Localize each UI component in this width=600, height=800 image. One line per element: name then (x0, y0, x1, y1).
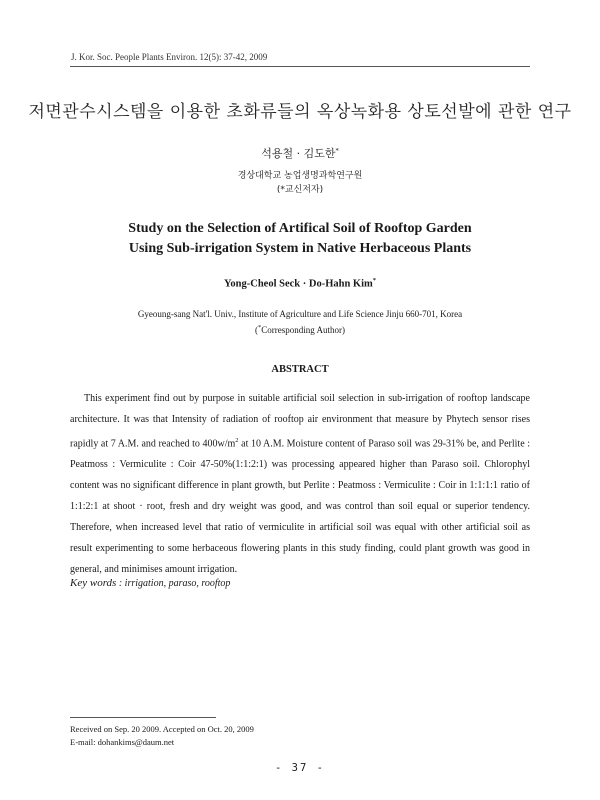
english-authors (0, 277, 600, 290)
header-divider (70, 66, 530, 67)
journal-reference: J. Kor. Soc. People Plants Environ. 12(5): 37-42, 2009 (71, 52, 268, 62)
keywords-value: : irrigation, paraso, rooftop (116, 578, 231, 589)
footnote-email: E-mail: dohankims@daum.net (70, 737, 175, 747)
english-affiliation-block (0, 307, 600, 337)
abstract-text-part-1: This experiment find out by purpose in suitable artificial soil selection in sub-irrigation of rooftop landscape architecture. It was that Intensity of radiation of rooftop air environment that measure by Phytech sensor rises rapidly at 7 A.M. and reached to 400w/m (70, 393, 530, 450)
english-title-line-2: Using Sub-irrigation System in Native Herbaceous Plants (128, 241, 472, 256)
abstract-heading: ABSTRACT (271, 364, 329, 375)
korean-corresponding-mark: * (335, 146, 339, 155)
abstract-paragraph (70, 388, 530, 580)
korean-affiliation: 경상대학교 농업생명과학연구원 (237, 171, 363, 181)
english-affiliation: Gyeoung-sang Nat'l. Univ., Institute of Agriculture and Life Science Jinju 660-701, Korea (137, 309, 463, 319)
abstract-superscript: 2 (235, 437, 239, 444)
english-corresponding-note (0, 321, 600, 337)
korean-title: 저면관수시스템을 이용한 초화류들의 옥상녹화용 상토선발에 관한 연구 (28, 102, 572, 122)
abstract-body (70, 388, 530, 580)
footnote-received: Received on Sep. 20 2009. Accepted on Oct. 20, 2009 (70, 724, 254, 734)
english-corresponding-text: Corresponding Author) (261, 325, 345, 335)
page-number: - 37 - (275, 762, 325, 774)
keywords (70, 577, 230, 589)
abstract-text-part-2: at 10 A.M. Moisture content of Paraso soil was 29-31% be, and Perlite : Peatmoss : Vermiculite : Coir 47-50%(1:1:2:1) was processing appeared higher than Paraso soil. Chlorophyl content was no significant difference in plant growth, but Perlite : Peatmoss : Vermiculite : Coir in 1:1:1:1 ratio of 1:1:2:1 at shoot · root, fresh and dry weight was good, and was control than soil equal or superior tendency. Therefore, when increased level that ratio of vermiculite in artificial soil was equal with other artificial soil as result experimenting to some herbaceous flowering plants in this study finding, could plant growth was good in general, and minimises amount irrigation. (70, 438, 530, 576)
english-corresponding-note-mark: * (258, 324, 262, 331)
english-title (0, 219, 600, 259)
footnote-divider (70, 717, 216, 718)
english-corresponding-mark: * (372, 277, 376, 284)
korean-corresponding-note: (*교신저자) (276, 185, 324, 195)
english-author-names: Yong-Cheol Seck · Do-Hahn Kim (223, 278, 373, 290)
korean-author-names: 석용철 · 김도한 (261, 147, 336, 160)
korean-authors (0, 145, 600, 161)
english-title-line-1: Study on the Selection of Artifical Soil of Rooftop Garden (128, 221, 472, 236)
english-corresponding-open: ( (255, 325, 258, 335)
keywords-label: Key words (70, 577, 117, 589)
